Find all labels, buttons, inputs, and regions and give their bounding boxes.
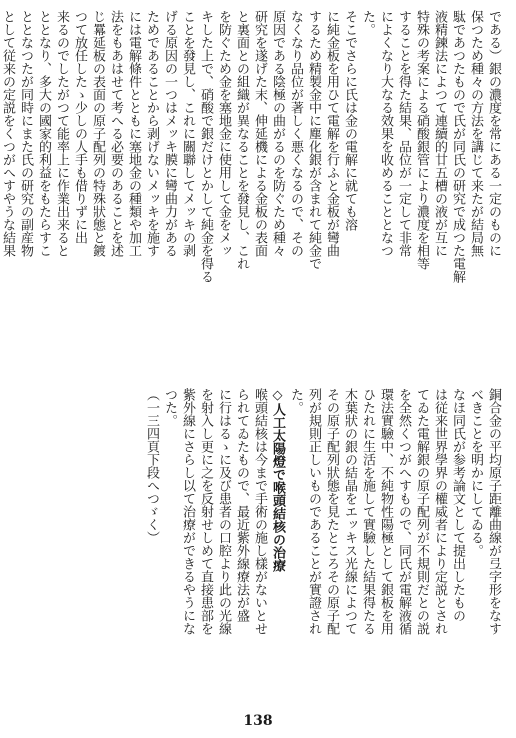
text-column: 喉頭結核は今まで手術の施し樣がないとせ	[252, 388, 267, 635]
text-column: じ羃延板の表面の原子配列の特殊狀態と鍍	[90, 10, 105, 257]
text-column: 銅合金の平均原子距離曲線が弖字形をなす	[486, 388, 501, 635]
text-column: 木葉狀の銀の結晶をエッキス光線によつて	[342, 388, 357, 635]
text-column: キした上で、硝酸で銀だけとかして純金を得る	[198, 10, 213, 283]
text-column: 紫外線にさらし以て治療ができるやうにな	[180, 388, 195, 635]
text-column: 法をもあはせて考へる必要のあることを述	[108, 10, 123, 257]
text-column: を射入し更に之を反射せしめて直接患部を	[198, 388, 213, 635]
page-number: 138	[243, 713, 273, 729]
text-column: 来るのでしたがつて能率上に作業出来ると	[54, 10, 69, 257]
text-column: られてゐたもので、最近紫外線療法が盛	[234, 388, 249, 622]
text-column: によくなり大なる效果を收めることとなつ	[378, 10, 393, 257]
text-column: （一三四頁下段へつゞく）	[144, 388, 159, 544]
text-column: べきことを明かにしてゐる。	[468, 388, 483, 557]
text-column: に行はるゝに及び患者の口腔より此の光線	[216, 388, 231, 635]
text-column: 環法實驗中、不純物性陽極として銀板を用	[378, 388, 393, 635]
text-column: と裏面との組織が異なることを發見し、これ	[234, 10, 249, 270]
lower-text-tier	[14, 388, 502, 728]
text-column: ことを發見し、これに關聯してメッキの剥	[180, 10, 195, 257]
text-column: は従来世界學界の權威者により定説とされ	[432, 388, 447, 635]
text-column: ひたれに生活を施して實驗した結果得たる	[360, 388, 375, 635]
text-column: することを得た結果、品位が一定して非常	[396, 10, 411, 257]
text-column: ととなり、多大の國家的利益をもたらすこ	[36, 10, 51, 257]
text-column: 研究を遂げた末、伸延機による金板の表面	[252, 10, 267, 257]
text-column: するため精製金中に塵化銀が含まれて純金で	[306, 10, 321, 270]
text-column: 特殊の考案による硝酸銀管により濃度を相等	[414, 10, 429, 270]
text-column: なくなり品位が著しく悪くなるので、その	[288, 10, 303, 257]
text-column: そこでさらに氏は金の電解に就ても溶	[342, 10, 357, 231]
text-column: である）銀の濃度を常にある一定のものに	[486, 10, 501, 257]
text-column: つた。	[162, 388, 177, 427]
text-column: 原因である陰極の曲がるのを防ぐため種々	[270, 10, 285, 257]
upper-text-tier	[0, 10, 502, 350]
text-column: た。	[288, 388, 303, 414]
text-column: 駄であつたもので氏が同氏の研究で成つた電解	[450, 10, 465, 283]
text-column: 液精鍊法によつて連續的廿五槽の液が互に	[432, 10, 447, 257]
text-column: なほ同氏が参考論文として提出したもの	[450, 388, 465, 622]
text-column: その原子配列狀態を見たところその原子配	[324, 388, 339, 635]
text-column: を防ぐため金を塞地金に使用して金をメッ	[216, 10, 231, 257]
text-column: ととなつたが同時にまた氏の研究の副産物	[18, 10, 33, 257]
text-column: てゐた電解銀の原子配列が不規則だとの説	[414, 388, 429, 635]
text-column: には電解條件とともに塞地金の種類や加工	[126, 10, 141, 257]
text-column: 保つため種々の方法を講じて来たが結局無	[468, 10, 483, 257]
text-column: ためであることから剥げないメッキを施す	[144, 10, 159, 257]
text-column: として従来の定説をくつがへすやうな結果	[0, 10, 15, 257]
text-column: ◇人工太陽燈で喉頭結核の治療	[270, 388, 285, 572]
text-column: げる原因の一つはメッキ膜に彎曲力がある	[162, 10, 177, 257]
text-column: つて放任したゝ少しの人手も借りずに出	[72, 10, 87, 244]
text-column: 列が規則正しいものであることが實證され	[306, 388, 321, 635]
text-column: に純金板を用ひて電解を行ふと金板が彎曲	[324, 10, 339, 257]
text-column: を全然くつがへすもので、同氏が電解液循	[396, 388, 411, 635]
text-column: た。	[360, 10, 375, 36]
